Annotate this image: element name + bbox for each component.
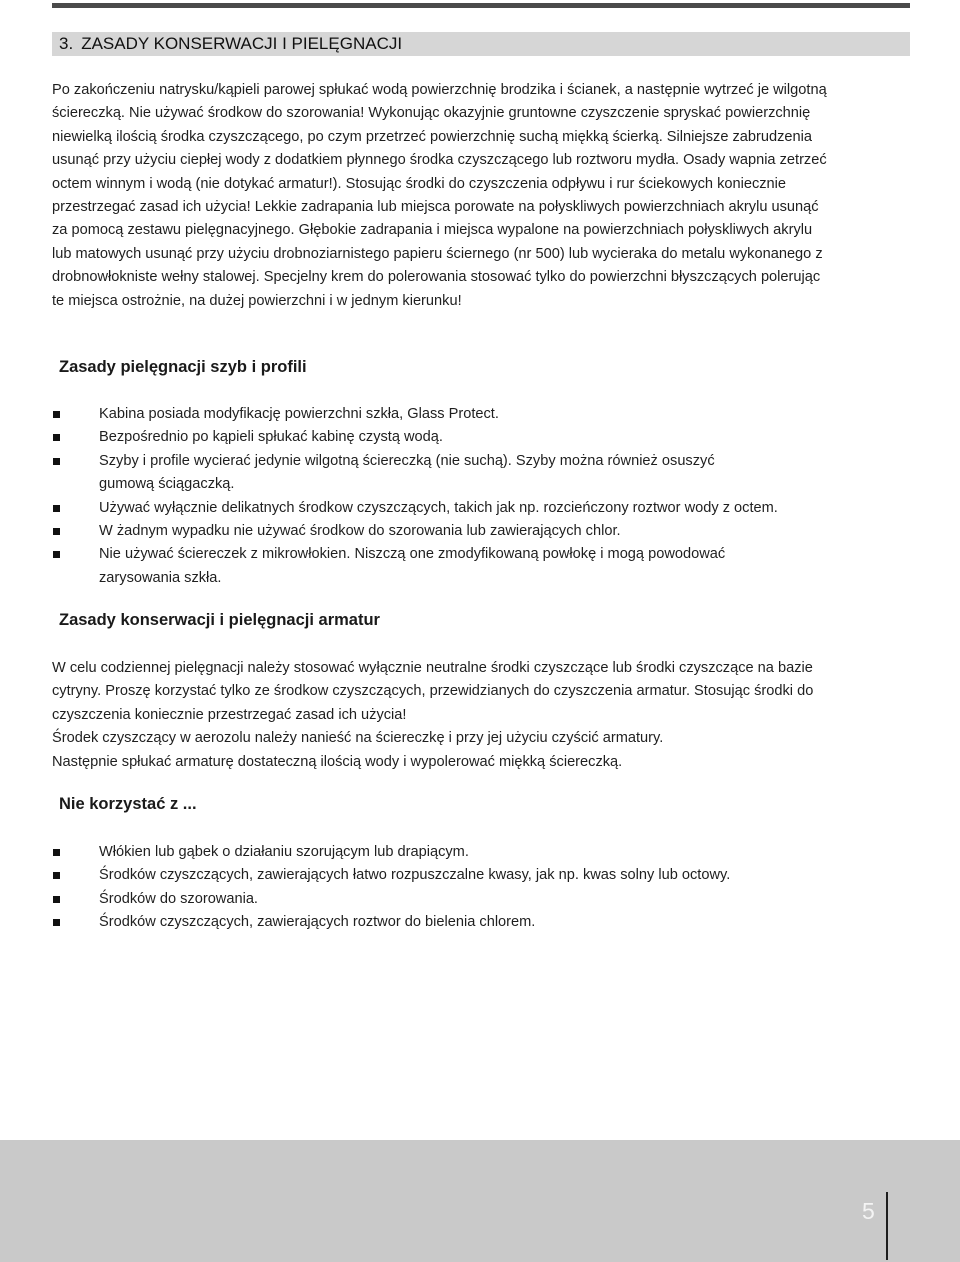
glass-care-heading: Zasady pielęgnacji szyb i profili bbox=[59, 358, 307, 376]
bullet-square-icon bbox=[53, 551, 60, 558]
list-item: Środków czyszczących, zawierających łatwo rozpuszczalne kwasy, jak np. kwas solny lub octowy. bbox=[52, 864, 910, 887]
intro-line: lub matowych usunąć przy użyciu drobnoziarnistego papieru ściernego (nr 500) lub wycieraka do metalu wykonanego z bbox=[52, 245, 823, 262]
intro-line: octem winnym i wodą (nie dotykać armatur!). Stosując środki do czyszczenia odpływu i rur ściekowych koniecznie bbox=[52, 175, 787, 192]
intro-line: Po zakończeniu natrysku/kąpieli parowej spłukać wodą powierzchnię brodzika i ścianek, a następnie wytrzeć je wilgotną bbox=[52, 82, 827, 98]
section-number: 3. bbox=[59, 34, 74, 53]
footer-band bbox=[0, 1140, 960, 1262]
avoid-heading: Nie korzystać z ... bbox=[59, 795, 197, 813]
intro-line: usunąć przy użyciu ciepłej wody z dodatkiem płynnego środka czyszczącego lub roztworu mydła. Osady wapnia zetrzeć bbox=[52, 152, 827, 169]
list-item: W żadnym wypadku nie używać środkow do szorowania lub zawierających chlor. bbox=[52, 520, 910, 543]
intro-line: przestrzegać zasad ich użycia! Lekkie zadrapania lub miejsca porowate na połyskliwych powierzchniach akrylu usunąć bbox=[52, 199, 819, 216]
bullet-square-icon bbox=[53, 849, 60, 856]
list-item: Środków czyszczących, zawierających roztwor do bielenia chlorem. bbox=[52, 911, 910, 934]
bullet-square-icon bbox=[53, 528, 60, 535]
fittings-line: W celu codziennej pielęgnacji należy stosować wyłącznie neutralne środki czyszczące lub środki czyszczące na bazie bbox=[52, 660, 813, 676]
intro-line: te miejsca ostrożnie, na dużej powierzchni i w jednym kierunku! bbox=[52, 292, 462, 309]
list-item: Włókien lub gąbek o działaniu szorującym lub drapiącym. bbox=[52, 841, 910, 864]
avoid-list bbox=[52, 841, 910, 935]
fittings-paragraph bbox=[52, 657, 910, 774]
bullet-square-icon bbox=[53, 458, 60, 465]
list-item: Używać wyłącznie delikatnych środkow czyszczących, takich jak np. rozcieńczony roztwor wody z octem. bbox=[52, 497, 910, 520]
bullet-square-icon bbox=[53, 919, 60, 926]
glass-care-list bbox=[52, 403, 910, 590]
fittings-line: Następnie spłukać armaturę dostateczną ilością wody i wypolerować miękką ściereczką. bbox=[52, 753, 623, 770]
intro-line: drobnowłokniste wełny stalowej. Specjelny krem do polerowania stosować tylko do powierzchni błyszczących polerując bbox=[52, 269, 821, 286]
bullet-square-icon bbox=[53, 411, 60, 418]
section-title: ZASADY KONSERWACJI I PIELĘGNACJI bbox=[81, 34, 403, 53]
fittings-line: czyszczenia koniecznie przestrzegać zasad ich użycia! bbox=[52, 706, 407, 723]
intro-line: ściereczką. Nie używać środkow do szorowania! Wykonując okazyjnie gruntowne czyszczenie spryskać powierzchnię bbox=[52, 105, 811, 122]
page-number: 5 bbox=[862, 1198, 875, 1224]
fittings-line: Środek czyszczący w aerozolu należy nanieść na ściereczkę i przy jej użyciu czyścić armatury. bbox=[52, 730, 664, 747]
bullet-square-icon bbox=[53, 505, 60, 512]
top-rule bbox=[52, 3, 910, 8]
list-item: Nie używać ściereczek z mikrowłokien. Niszczą one zmodyfikowaną powłokę i mogą powodować zarysowania szkła. bbox=[52, 543, 910, 590]
bullet-square-icon bbox=[53, 434, 60, 441]
intro-line: niewielką ilością środka czyszczącego, po czym przetrzeć powierzchnię suchą miękką ścierką. Silniejsze zabrudzenia bbox=[52, 128, 813, 145]
page-number-divider bbox=[886, 1192, 888, 1260]
fittings-care-heading: Zasady konserwacji i pielęgnacji armatur bbox=[59, 611, 380, 629]
list-item: Środków do szorowania. bbox=[52, 888, 910, 911]
section-heading bbox=[52, 32, 910, 56]
bullet-square-icon bbox=[53, 896, 60, 903]
intro-line: za pomocą zestawu pielęgnacyjnego. Głębokie zadrapania i miejsca wypalone na powierzchniach połyskliwych akrylu bbox=[52, 222, 813, 239]
list-item: Kabina posiada modyfikację powierzchni szkła, Glass Protect. bbox=[52, 403, 910, 426]
bullet-square-icon bbox=[53, 872, 60, 879]
fittings-line: cytryny. Proszę korzystać tylko ze środkow czyszczących, przewidzianych do czyszczenia armatur. Stosując środki do bbox=[52, 683, 814, 700]
list-item: Szyby i profile wycierać jedynie wilgotną ściereczką (nie suchą). Szyby można również osuszyć gumową ściągaczką. bbox=[52, 450, 910, 497]
intro-paragraph bbox=[52, 79, 910, 313]
list-item: Bezpośrednio po kąpieli spłukać kabinę czystą wodą. bbox=[52, 426, 910, 449]
